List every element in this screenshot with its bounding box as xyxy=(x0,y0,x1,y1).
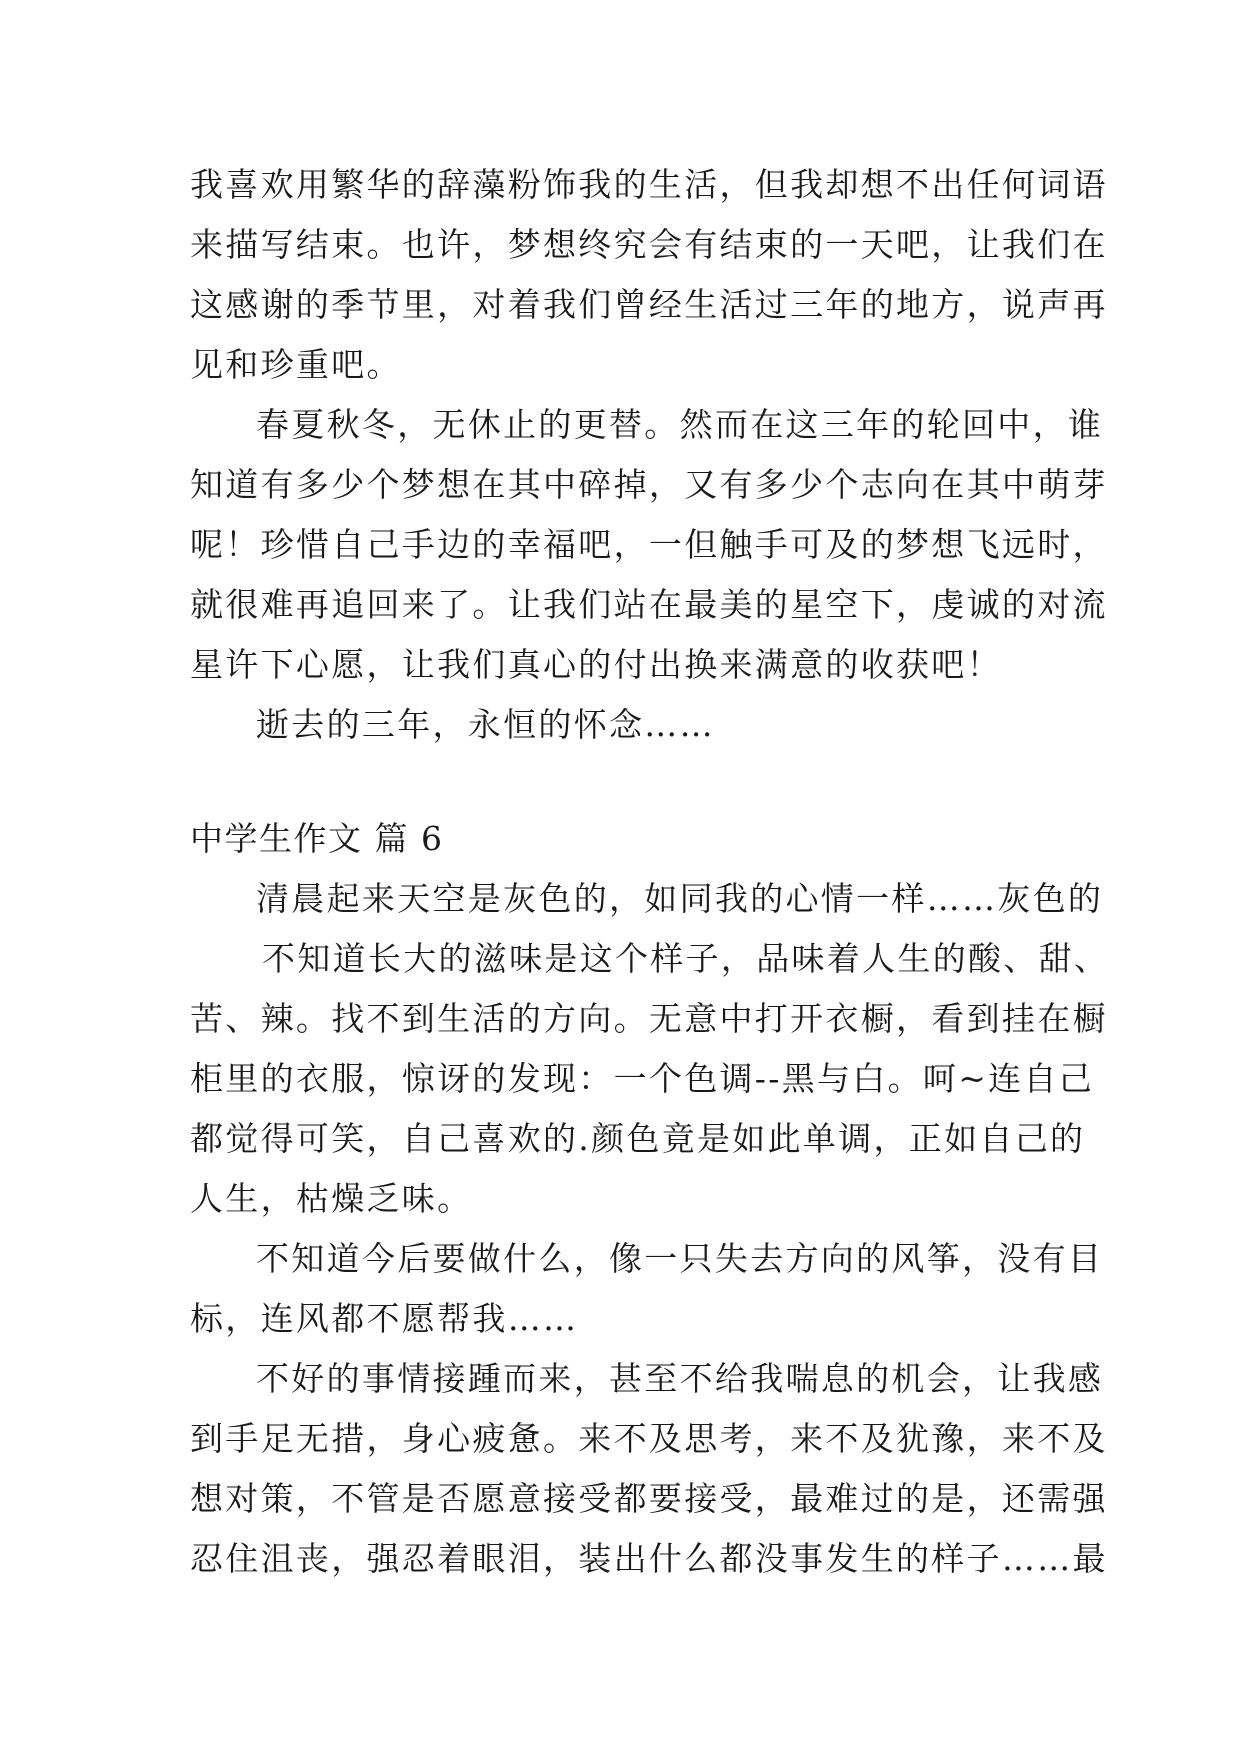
paragraph xyxy=(190,1349,1108,1589)
text-line: 就很难再追回来了。让我们站在最美的星空下，虔诚的对流 xyxy=(190,585,1108,624)
text-line: 苦、辣。找不到生活的方向。无意中打开衣橱，看到挂在橱 xyxy=(190,999,1108,1038)
text-line: 呢！珍惜自己手边的幸福吧，一但触手可及的梦想飞远时， xyxy=(190,525,1108,564)
text-line: 春夏秋冬，无休止的更替。然而在这三年的轮回中，谁 xyxy=(256,405,1104,444)
section-gap xyxy=(190,755,1060,809)
paragraph xyxy=(190,929,1110,1229)
text-line: 清晨起来天空是灰色的，如同我的心情一样……灰色的 xyxy=(256,879,1104,918)
text-line: 见和珍重吧。 xyxy=(190,345,402,384)
text-line: 到手足无措，身心疲惫。来不及思考，来不及犹豫，来不及 xyxy=(190,1419,1108,1458)
paragraph xyxy=(190,695,1060,755)
text-line: 星许下心愿，让我们真心的付出换来满意的收获吧！ xyxy=(190,645,1002,684)
text-line: 都觉得可笑，自己喜欢的.颜色竟是如此单调，正如自己的 xyxy=(190,1119,1086,1158)
text-line: 想对策，不管是否愿意接受都要接受，最难过的是，还需强 xyxy=(190,1479,1108,1518)
text-line: 不好的事情接踵而来，甚至不给我喘息的机会，让我感 xyxy=(256,1359,1104,1398)
text-line: 我喜欢用繁华的辞藻粉饰我的生活，但我却想不出任何词语 xyxy=(190,165,1108,204)
text-line: 知道有多少个梦想在其中碎掉，又有多少个志向在其中萌芽 xyxy=(190,465,1108,504)
paragraph xyxy=(190,1229,1104,1349)
document-body xyxy=(190,155,1110,1589)
paragraph xyxy=(190,869,1104,929)
text-line: 忍住沮丧，强忍着眼泪，装出什么都没事发生的样子……最 xyxy=(190,1539,1108,1578)
text-line: 人生，枯燥乏味。 xyxy=(190,1179,473,1218)
text-line: 柜里的衣服，惊讶的发现：一个色调--黑与白。呵~连自己 xyxy=(190,1059,1095,1098)
text-line: 逝去的三年，永恒的怀念…… xyxy=(256,705,715,744)
text-line: 来描写结束。也许，梦想终究会有结束的一天吧，让我们在 xyxy=(190,225,1108,264)
section-heading: 中学生作文 篇 6 xyxy=(190,819,444,858)
paragraph xyxy=(190,395,1108,695)
text-line: 不知道今后要做什么，像一只失去方向的风筝，没有目 xyxy=(256,1239,1104,1278)
text-line: 不知道长大的滋味是这个样子，品味着人生的酸、甜、 xyxy=(262,939,1110,978)
text-line: 标，连风都不愿帮我…… xyxy=(190,1299,579,1338)
text-line: 这感谢的季节里，对着我们曾经生活过三年的地方，说声再 xyxy=(190,285,1108,324)
paragraph xyxy=(190,155,1108,395)
